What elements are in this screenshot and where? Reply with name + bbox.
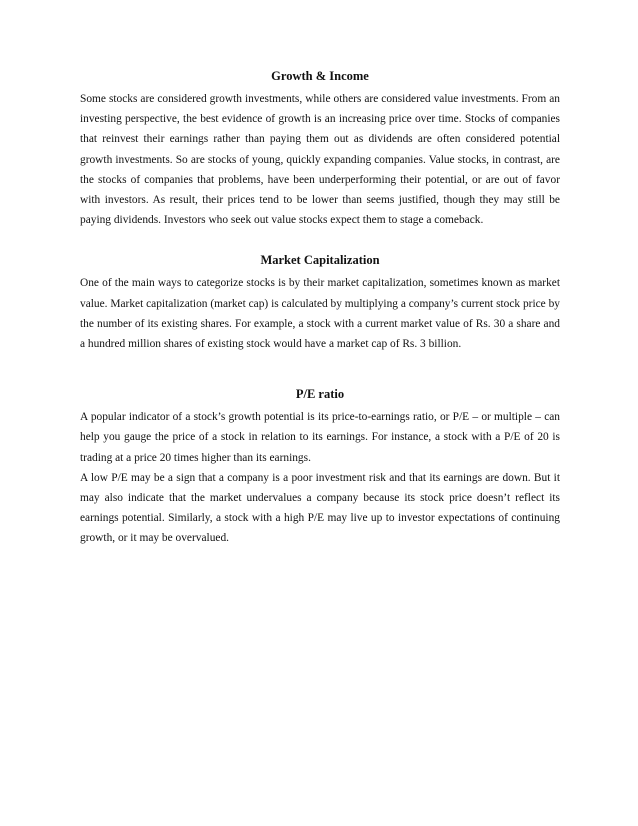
- section-growth-income: [80, 66, 560, 230]
- paragraph-growth-income: Some stocks are considered growth investments, while others are considered value investments. From an investing perspective, the best evidence of growth is an increasing price over time. Stocks of companies that reinvest their earnings rather than paying them out as dividends are often considered potential growth investments. So are stocks of young, quickly expanding companies. Value stocks, in contrast, are the stocks of companies that problems, have been underperforming their potential, or are out of favor with investors. As result, their prices tend to be lower than seems justified, though they may still be paying dividends. Investors who seek out value stocks expect them to stage a comeback.: [80, 93, 560, 227]
- paragraph-market-capitalization: One of the main ways to categorize stocks is by their market capitalization, sometimes known as market value. Market capitalization (market cap) is calculated by multiplying a company’s current stock price by the number of its existing shares. For example, a stock with a current market value of Rs. 30 a share and a hundred million shares of existing stock would have a market cap of Rs. 3 billion.: [80, 277, 560, 351]
- heading-market-capitalization: Market Capitalization: [260, 253, 380, 268]
- section-market-capitalization: [80, 250, 560, 354]
- paragraph-pe-ratio-1: A popular indicator of a stock’s growth potential is its price-to-earnings ratio, or P/E – or multiple – can help you gauge the price of a stock in relation to its earnings. For instance, a stock with a P/E of 20 is trading at a price 20 times higher than its earnings.: [80, 411, 560, 464]
- document-page: [80, 66, 560, 549]
- heading-pe-ratio: P/E ratio: [295, 387, 345, 402]
- heading-growth-income: Growth & Income: [271, 69, 369, 83]
- section-pe-ratio: [80, 384, 560, 548]
- paragraph-pe-ratio-2: A low P/E may be a sign that a company is a poor investment risk and that its earnings are down. But it may also indicate that the market undervalues a company because its stock price doesn’t reflect its earnings potential. Similarly, a stock with a high P/E may live up to investor expectations of continuing growth, or it may be overvalued.: [80, 471, 560, 545]
